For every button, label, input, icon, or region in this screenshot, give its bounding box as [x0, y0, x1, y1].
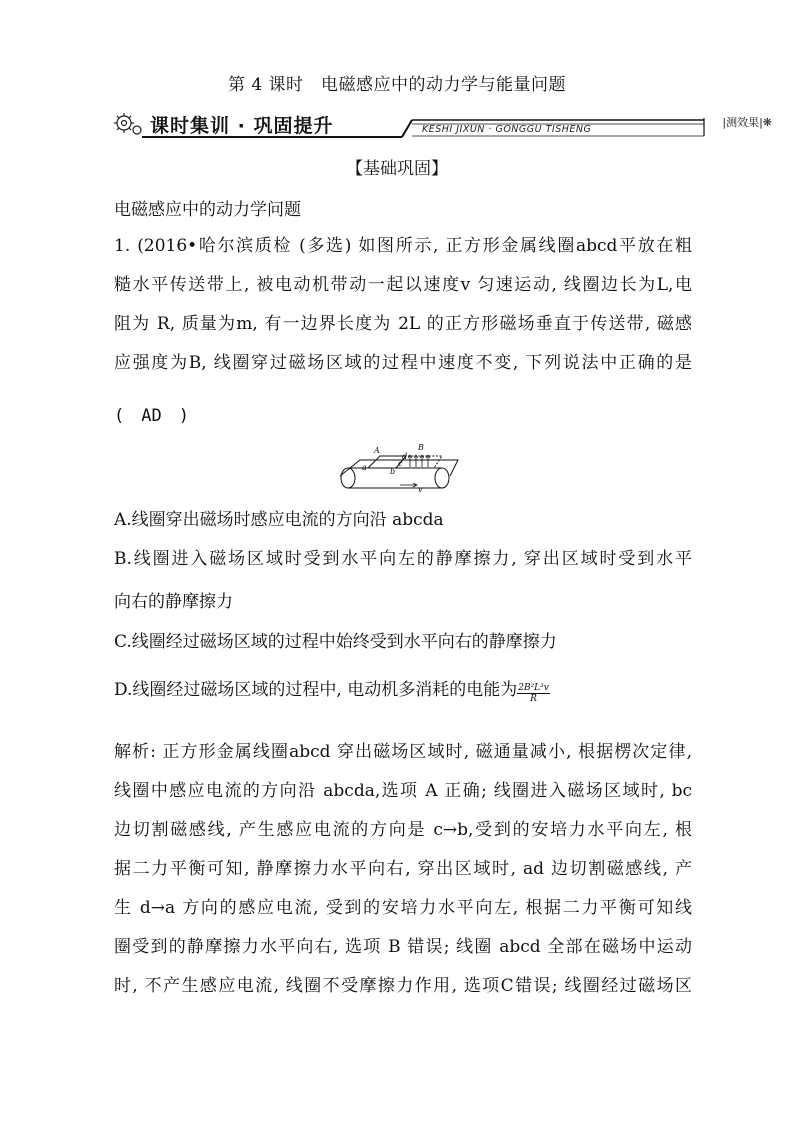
- option-b-line1: B.线圈进入磁场区域时受到水平向左的静摩擦力, 穿出区域时受到水平: [114, 549, 692, 569]
- figure-label-a: a: [362, 463, 367, 472]
- analysis-line: 圈受到的静摩擦力水平向右, 选项 B 错误; 线圈 abcd 全部在磁场中运动: [114, 937, 692, 957]
- question-line: 糙水平传送带上, 被电动机带动一起以速度v 匀速运动, 线圈边长为L,电: [114, 275, 692, 295]
- analysis-line: 线圈中感应电流的方向沿 abcda,选项 A 正确; 线圈进入磁场区域时, bc: [114, 781, 692, 801]
- analysis-line: 解析: 正方形金属线圈abcd 穿出磁场区域时, 磁通量减小, 根据楞次定律,: [114, 742, 692, 762]
- question-line: 1. (2016•哈尔滨质检 (多选) 如图所示, 正方形金属线圈abcd平放在粗: [114, 236, 692, 256]
- energy-fraction: [517, 683, 550, 704]
- option-d-text: D.线圈经过磁场区域的过程中, 电动机多消耗的电能为: [114, 680, 518, 700]
- section-heading: 【基础巩固】: [346, 159, 448, 179]
- section-subheading: 电磁感应中的动力学问题: [114, 200, 301, 220]
- question-line: 应强度为B, 线圈穿过磁场区域的过程中速度不变, 下列说法中正确的是: [114, 353, 692, 373]
- option-c: C.线圈经过磁场区域的过程中始终受到水平向右的静摩擦力: [114, 632, 557, 652]
- fraction-numerator: 2B²L³v: [518, 683, 549, 693]
- analysis-line: 时, 不产生感应电流, 线圈不受摩擦力作用, 选项C错误; 线圈经过磁场区: [114, 976, 692, 996]
- figure-label-b: b: [390, 467, 396, 476]
- conveyor-figure: [330, 440, 470, 496]
- page-title: 第 4 课时 电磁感应中的动力学与能量问题: [227, 75, 567, 95]
- analysis-line: 生 d→a 方向的感应电流, 受到的安培力水平向左, 根据二力平衡可知线: [114, 898, 692, 918]
- analysis-line: 据二力平衡可知, 静摩擦力水平向右, 穿出区域时, ad 边切割磁感线, 产: [114, 859, 692, 879]
- answer-bracket: ( AD ): [114, 406, 189, 426]
- fraction-denominator: R: [530, 694, 537, 704]
- option-a: A.线圈穿出磁场时感应电流的方向沿 abcda: [114, 510, 444, 530]
- gear-icon: [114, 113, 141, 134]
- figure-label-A: A: [374, 446, 380, 455]
- option-b-line2: 向右的静摩擦力: [114, 592, 233, 612]
- figure-label-v: v: [418, 485, 423, 494]
- option-d: [114, 676, 550, 704]
- question-line: 阻为 R, 质量为m, 有一边界长度为 2L 的正方形磁场垂直于传送带, 磁感: [114, 314, 692, 334]
- figure-label-d: d: [402, 452, 408, 461]
- section-banner: [112, 110, 772, 140]
- banner-title: 课时集训 · 巩固提升: [150, 115, 334, 137]
- banner-tag: |测效果|❋: [722, 116, 772, 129]
- banner-pinyin: KESHI JIXUN · GONGGU TISHENG: [422, 124, 592, 135]
- figure-label-B: B: [418, 443, 424, 452]
- figure-label-c: c: [398, 459, 403, 468]
- analysis-line: 边切割磁感线, 产生感应电流的方向是 c→b,受到的安培力水平向左, 根: [114, 820, 692, 840]
